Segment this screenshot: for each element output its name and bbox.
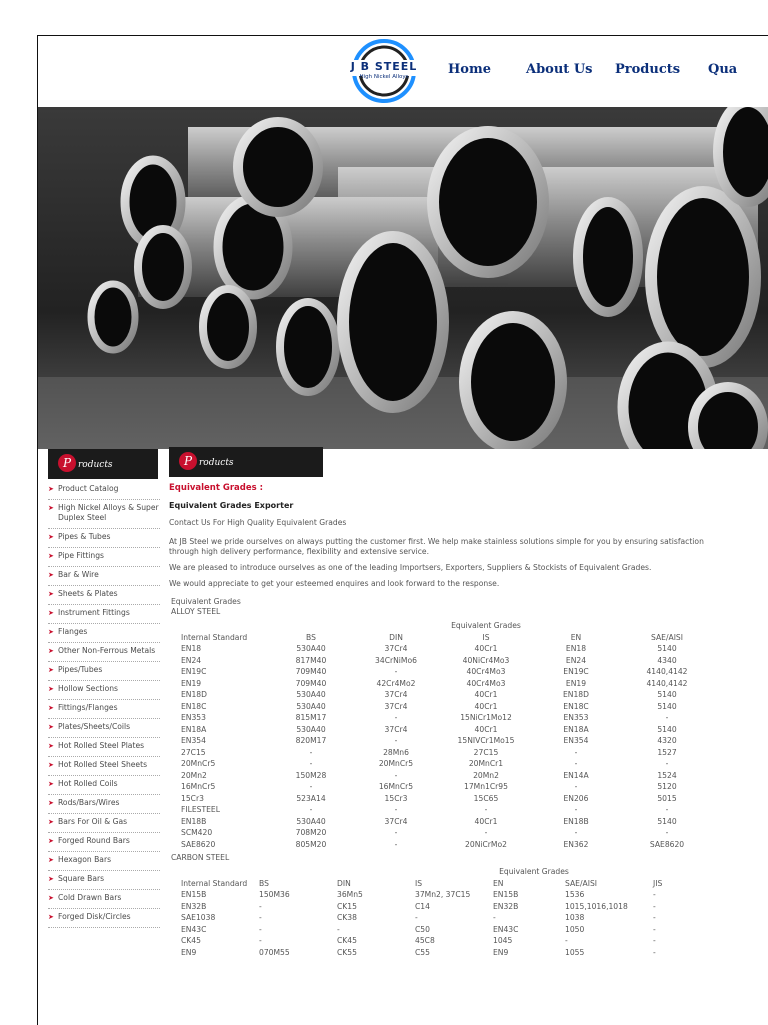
sidebar-item[interactable]: [48, 624, 160, 643]
table-cell: 4340: [657, 655, 677, 665]
table-cell: 20MnCr1: [468, 759, 504, 768]
table-cell: 070M55: [259, 947, 290, 957]
intro-paragraph-3: We would appreciate to get your esteemed enquires and look forward to the response.: [169, 579, 500, 588]
table-row: [181, 770, 713, 782]
table-cell: -: [653, 901, 656, 911]
table-cell: -: [394, 839, 398, 849]
arrow-right-icon: ➤: [48, 913, 54, 921]
table-cell: -: [574, 828, 578, 837]
table-cell: CK45: [181, 936, 201, 945]
table-cell: EN18: [565, 644, 587, 653]
table-cell: CK38: [337, 913, 357, 922]
table-cell: 15Cr3: [181, 793, 204, 803]
table-cell: -: [574, 805, 578, 814]
table-cell: EN19: [181, 678, 202, 688]
table-cell: 1055: [565, 947, 585, 957]
contact-line[interactable]: Contact Us For High Quality Equivalent Grades: [169, 518, 347, 527]
table-cell: EN15B: [493, 890, 519, 899]
table-cell: 40Cr1: [474, 816, 498, 826]
sidebar-item[interactable]: [48, 605, 160, 624]
arrow-right-icon: ➤: [48, 894, 54, 902]
table-cell: -: [394, 667, 398, 676]
carbon-table-header: [181, 878, 681, 890]
arrow-right-icon: ➤: [48, 780, 54, 788]
table-cell: EN32B: [493, 901, 519, 911]
page-subtitle: Equivalent Grades Exporter: [169, 501, 294, 510]
column-header: Internal Standard: [181, 632, 248, 642]
table-cell: -: [665, 828, 669, 837]
column-header: SAE/AISI: [650, 632, 683, 642]
table-cell: EN206: [563, 793, 589, 803]
sidebar-item-label: Rods/Bars/Wires: [58, 798, 120, 807]
table-cell: -: [484, 805, 488, 814]
hero-banner: [38, 107, 768, 449]
table-cell: -: [259, 901, 262, 911]
table-cell: 34CrNiMo6: [375, 655, 417, 665]
table-row: [181, 947, 681, 959]
brand-logo[interactable]: [341, 38, 427, 104]
table-row: [181, 724, 713, 736]
table-row: [181, 735, 713, 747]
table-cell: 5140: [657, 724, 677, 734]
main-heading-label: roducts: [199, 458, 234, 468]
carbon-table-body: [181, 889, 681, 958]
table-cell: EN18D: [181, 690, 207, 699]
column-header: DIN: [389, 632, 403, 642]
table-cell: 523A14: [296, 793, 326, 803]
table-cell: 150M36: [259, 890, 290, 899]
sidebar-item[interactable]: [48, 481, 160, 500]
sidebar-list: [48, 481, 160, 928]
column-header: JIS: [653, 878, 663, 888]
sidebar-heading-label: roducts: [78, 460, 113, 470]
column-header: Internal Standard: [181, 878, 248, 888]
sidebar-item[interactable]: [48, 738, 160, 757]
column-header: EN: [570, 632, 582, 642]
table-cell: EN18B: [563, 816, 589, 826]
table-cell: -: [653, 947, 656, 957]
table-cell: 27C15: [181, 747, 206, 757]
sidebar-item-label: Square Bars: [58, 874, 105, 883]
table-cell: -: [394, 828, 398, 837]
table-cell: EN43C: [181, 924, 207, 934]
sidebar: [48, 449, 160, 928]
table-cell: -: [337, 924, 340, 934]
table-row: [181, 655, 713, 667]
sidebar-item[interactable]: [48, 814, 160, 833]
table-cell: 40Cr4Mo3: [466, 667, 506, 676]
table-row: [181, 643, 713, 655]
table-cell: -: [309, 759, 313, 768]
sidebar-item-label: Product Catalog: [58, 484, 119, 493]
table-cell: 530A40: [296, 816, 326, 826]
table-cell: EN18C: [181, 701, 207, 711]
table-cell: 28Mn6: [383, 747, 409, 757]
arrow-right-icon: ➤: [48, 723, 54, 731]
brand-name: J B STEEL: [350, 60, 418, 73]
table-cell: EN43C: [493, 924, 519, 934]
sidebar-item-label: Fittings/Flanges: [58, 703, 118, 712]
table-cell: -: [574, 747, 578, 757]
sidebar-item-label: Bar & Wire: [58, 570, 99, 579]
table-cell: -: [653, 890, 656, 899]
table-cell: EN19C: [181, 667, 207, 676]
sidebar-item[interactable]: [48, 871, 160, 890]
table-cell: -: [665, 759, 669, 768]
table-cell: -: [574, 759, 578, 768]
column-header: BS: [306, 632, 316, 642]
table-row: [181, 912, 681, 924]
table-row: [181, 816, 713, 828]
table-cell: 16MnCr5: [181, 782, 216, 791]
table-cell: -: [415, 913, 418, 922]
arrow-right-icon: ➤: [48, 533, 54, 541]
table-cell: 4320: [657, 736, 677, 745]
steel-pipes-icon: [38, 107, 768, 449]
sidebar-item-label: Hot Rolled Steel Sheets: [58, 760, 148, 769]
arrow-right-icon: ➤: [48, 837, 54, 845]
table-cell: -: [565, 936, 568, 945]
table-cell: CK45: [337, 936, 357, 945]
table-cell: -: [259, 913, 262, 922]
arrow-right-icon: ➤: [48, 590, 54, 598]
sidebar-item[interactable]: [48, 757, 160, 776]
arrow-right-icon: ➤: [48, 571, 54, 579]
table-cell: EN19: [565, 678, 587, 688]
table-cell: 815M17: [295, 713, 327, 722]
sidebar-item[interactable]: [48, 890, 160, 909]
table-cell: -: [653, 924, 656, 934]
table-cell: -: [653, 936, 656, 945]
table-cell: 709M40: [295, 678, 327, 688]
table-cell: 709M40: [295, 667, 327, 676]
column-header: SAE/AISI: [565, 878, 598, 888]
arrow-right-icon: ➤: [48, 742, 54, 750]
table-row: [181, 839, 713, 851]
table-row: [181, 793, 713, 805]
table-cell: 150M28: [295, 770, 327, 780]
table-cell: 20Mn2: [181, 770, 207, 780]
sidebar-item-label: High Nickel Alloys & Super Duplex Steel: [58, 503, 159, 522]
table-cell: 40Cr4Mo3: [466, 678, 506, 688]
sidebar-item[interactable]: [48, 719, 160, 738]
sidebar-item-label: Instrument Fittings: [58, 608, 130, 617]
sidebar-heading: [48, 449, 158, 479]
table-cell: 40Cr1: [474, 690, 498, 699]
main-heading: [169, 447, 323, 477]
table-cell: 5140: [657, 690, 677, 699]
table-cell: 1050: [565, 924, 585, 934]
table-cell: 36Mn5: [337, 890, 363, 899]
table-cell: 5140: [657, 644, 677, 653]
table-cell: 4140,4142: [646, 678, 688, 688]
table-cell: EN18: [181, 644, 202, 653]
arrow-right-icon: ➤: [48, 552, 54, 560]
table-cell: -: [394, 805, 398, 814]
table-cell: EN14A: [563, 770, 589, 780]
table-cell: SAE1038: [181, 913, 216, 922]
table-row: [181, 781, 713, 793]
table-cell: 40Cr1: [474, 644, 498, 653]
nav-products[interactable]: Products: [615, 62, 681, 77]
table-cell: 4140,4142: [646, 667, 688, 676]
table-cell: C14: [415, 901, 430, 911]
table-cell: -: [394, 770, 398, 780]
alloy-steel-table: [181, 620, 713, 850]
sidebar-item[interactable]: [48, 833, 160, 852]
products-p-icon: P: [58, 454, 76, 472]
table-cell: EN18B: [181, 816, 207, 826]
table-cell: EN18A: [181, 724, 207, 734]
table-cell: 530A40: [296, 701, 326, 711]
table-cell: 530A40: [296, 644, 326, 653]
sidebar-item[interactable]: [48, 852, 160, 871]
table-cell: 37Mn2, 37C15: [415, 890, 471, 899]
table-cell: EN18D: [563, 690, 589, 699]
table-row: [181, 666, 713, 678]
column-header: IS: [415, 878, 423, 888]
table-cell: 1527: [657, 747, 677, 757]
sidebar-item[interactable]: [48, 795, 160, 814]
table-row: [181, 758, 713, 770]
table-cell: 820M17: [295, 736, 327, 745]
arrow-right-icon: ➤: [48, 761, 54, 769]
table-cell: -: [259, 924, 262, 934]
table-cell: 15C65: [473, 793, 499, 803]
sidebar-item-label: Hollow Sections: [58, 684, 119, 693]
carbon-steel-label: CARBON STEEL: [171, 853, 230, 862]
sidebar-item[interactable]: [48, 662, 160, 681]
arrow-right-icon: ➤: [48, 609, 54, 617]
arrow-right-icon: ➤: [48, 704, 54, 712]
table-cell: 15NIVCr1Mo15: [457, 736, 515, 745]
alloy-steel-label: ALLOY STEEL: [171, 607, 221, 616]
sidebar-item-label: Pipe Fittings: [58, 551, 105, 560]
table-header-row: [181, 878, 681, 890]
sidebar-item[interactable]: [48, 643, 160, 662]
page-frame: [37, 35, 768, 1025]
table-row: [181, 935, 681, 947]
table-cell: -: [665, 805, 669, 814]
sidebar-item[interactable]: [48, 500, 160, 529]
table-cell: -: [309, 782, 313, 791]
arrow-right-icon: ➤: [48, 799, 54, 807]
alloy-group-header: Equivalent Grades: [451, 621, 521, 630]
sidebar-item[interactable]: [48, 776, 160, 795]
table-cell: EN18C: [563, 701, 589, 711]
sidebar-item-label: Hexagon Bars: [58, 855, 112, 864]
intro-paragraph-2: We are pleased to introduce ourselves as one of the leading Importsers, Exporters, Suppliers & Stockists of Equivalent Grades.: [169, 563, 652, 572]
table-cell: 5140: [657, 701, 677, 711]
table-cell: -: [394, 713, 398, 722]
arrow-right-icon: ➤: [48, 628, 54, 636]
table-cell: 40Cr1: [474, 701, 498, 711]
table-cell: 42Cr4Mo2: [376, 678, 416, 688]
main-content: [169, 447, 721, 958]
table-cell: EN9: [181, 947, 197, 957]
arrow-right-icon: ➤: [48, 875, 54, 883]
table-cell: EN24: [565, 655, 587, 665]
table-cell: 1038: [565, 913, 585, 922]
nav-about-us[interactable]: About Us: [526, 62, 593, 77]
table-cell: 1015,1016,1018: [565, 901, 628, 911]
arrow-right-icon: ➤: [48, 685, 54, 693]
table-cell: 1536: [565, 890, 585, 899]
table-cell: 708M20: [295, 828, 327, 837]
column-header: BS: [259, 878, 269, 888]
sidebar-item-label: Hot Rolled Steel Plates: [58, 741, 145, 750]
table-row: [181, 678, 713, 690]
table-cell: 1045: [493, 936, 513, 945]
site-header: [38, 36, 768, 107]
arrow-right-icon: ➤: [48, 485, 54, 493]
carbon-group-header: Equivalent Grades: [499, 867, 569, 876]
table-cell: 40Cr1: [474, 724, 498, 734]
sidebar-item-label: Hot Rolled Coils: [58, 779, 118, 788]
table-row: [181, 924, 681, 936]
table-cell: 16MnCr5: [378, 782, 414, 791]
table-cell: -: [665, 713, 669, 722]
table-cell: FILESTEEL: [181, 805, 220, 814]
table-cell: 20Mn2: [473, 770, 499, 780]
table-cell: -: [484, 828, 488, 837]
table-cell: EN353: [181, 713, 206, 722]
sidebar-item[interactable]: [48, 567, 160, 586]
table-cell: -: [259, 936, 262, 945]
nav-home[interactable]: Home: [448, 62, 491, 77]
alloy-table-header: [181, 632, 713, 644]
sidebar-item[interactable]: [48, 529, 160, 548]
sidebar-item-label: Bars For Oil & Gas: [58, 817, 128, 826]
sidebar-item-label: Forged Round Bars: [58, 836, 130, 845]
table-cell: -: [574, 782, 578, 791]
table-cell: EN18A: [563, 724, 589, 734]
table-cell: -: [493, 913, 496, 922]
table-row: [181, 747, 713, 759]
column-header: DIN: [337, 878, 351, 888]
table-cell: 40NiCr4Mo3: [462, 655, 510, 665]
table-row: [181, 689, 713, 701]
table-cell: 817M40: [295, 655, 327, 665]
carbon-steel-table: [181, 866, 681, 958]
table-cell: EN354: [181, 736, 206, 745]
table-cell: 5120: [657, 782, 677, 791]
sidebar-item-label: Sheets & Plates: [58, 589, 118, 598]
column-header: IS: [482, 632, 490, 642]
table-cell: C50: [415, 924, 430, 934]
table-cell: EN354: [563, 736, 589, 745]
table-cell: SAE8620: [181, 839, 216, 849]
sidebar-item-label: Cold Drawn Bars: [58, 893, 122, 902]
table-cell: 37Cr4: [384, 724, 408, 734]
table-row: [181, 889, 681, 901]
table-cell: 20MnCr5: [378, 759, 414, 768]
table-cell: 530A40: [296, 724, 326, 734]
table-cell: EN15B: [181, 890, 207, 899]
table-header-row: [181, 632, 713, 644]
table-cell: 37Cr4: [384, 644, 408, 653]
table-cell: EN24: [181, 655, 202, 665]
table-row: [181, 804, 713, 816]
table-cell: EN353: [563, 713, 589, 722]
table-cell: 5015: [657, 793, 677, 803]
sidebar-item[interactable]: [48, 548, 160, 567]
brand-tagline: High Nickel Alloys: [359, 74, 409, 80]
table-cell: 27C15: [473, 747, 499, 757]
table-cell: C55: [415, 947, 430, 957]
arrow-right-icon: ➤: [48, 818, 54, 826]
table-row: [181, 712, 713, 724]
table-cell: -: [309, 747, 313, 757]
table-cell: 530A40: [296, 690, 326, 699]
sidebar-item-label: Forged Disk/Circles: [58, 912, 131, 921]
table-cell: -: [394, 736, 398, 745]
nav-quality[interactable]: Qua: [708, 62, 738, 77]
table-cell: -: [309, 805, 313, 814]
table-cell: 37Cr4: [384, 690, 408, 699]
table-cell: 37Cr4: [384, 816, 408, 826]
arrow-right-icon: ➤: [48, 666, 54, 674]
sidebar-item-label: Flanges: [58, 627, 88, 636]
table-cell: CK55: [337, 947, 357, 957]
table-cell: 20MnCr5: [181, 759, 216, 768]
arrow-right-icon: ➤: [48, 504, 54, 512]
table-cell: EN362: [563, 839, 589, 849]
alloy-table-body: [181, 643, 713, 850]
page-title: Equivalent Grades :: [169, 483, 264, 493]
table-cell: 1524: [657, 770, 677, 780]
sidebar-item-label: Pipes & Tubes: [58, 532, 111, 541]
table-cell: SAE8620: [649, 839, 685, 849]
table-row: [181, 901, 681, 913]
sidebar-item[interactable]: [48, 700, 160, 719]
products-p-icon: P: [179, 452, 197, 470]
sidebar-item-label: Pipes/Tubes: [58, 665, 103, 674]
table-row: [181, 701, 713, 713]
table-cell: EN9: [493, 947, 509, 957]
table-cell: 45C8: [415, 936, 435, 945]
arrow-right-icon: ➤: [48, 856, 54, 864]
sidebar-item[interactable]: [48, 586, 160, 605]
arrow-right-icon: ➤: [48, 647, 54, 655]
table-cell: CK15: [337, 901, 357, 911]
table-cell: 20NiCrMo2: [465, 839, 507, 849]
table-cell: 37Cr4: [384, 701, 408, 711]
table-cell: -: [653, 913, 656, 922]
table-cell: 17Mn1Cr95: [464, 782, 508, 791]
table-cell: 5140: [657, 816, 677, 826]
table-cell: 15Cr3: [384, 793, 408, 803]
column-header: EN: [493, 878, 504, 888]
sidebar-item[interactable]: [48, 909, 160, 928]
intro-paragraph: At JB Steel we pride ourselves on always putting the customer first. We help make stainless solutions simple for you by ensuring satisfaction through high delivery performance, flexibility and extensive service.: [169, 537, 704, 556]
table-cell: EN32B: [181, 901, 207, 911]
table-cell: 15NiCr1Mo12: [460, 713, 512, 722]
table-row: [181, 827, 713, 839]
sidebar-item-label: Other Non-Ferrous Metals: [58, 646, 156, 655]
sidebar-item[interactable]: [48, 681, 160, 700]
sidebar-item-label: Plates/Sheets/Coils: [58, 722, 131, 731]
equivalent-grades-label: Equivalent Grades: [171, 597, 241, 606]
table-cell: EN19C: [563, 667, 589, 676]
table-cell: 805M20: [295, 839, 327, 849]
table-cell: SCM420: [181, 828, 213, 837]
